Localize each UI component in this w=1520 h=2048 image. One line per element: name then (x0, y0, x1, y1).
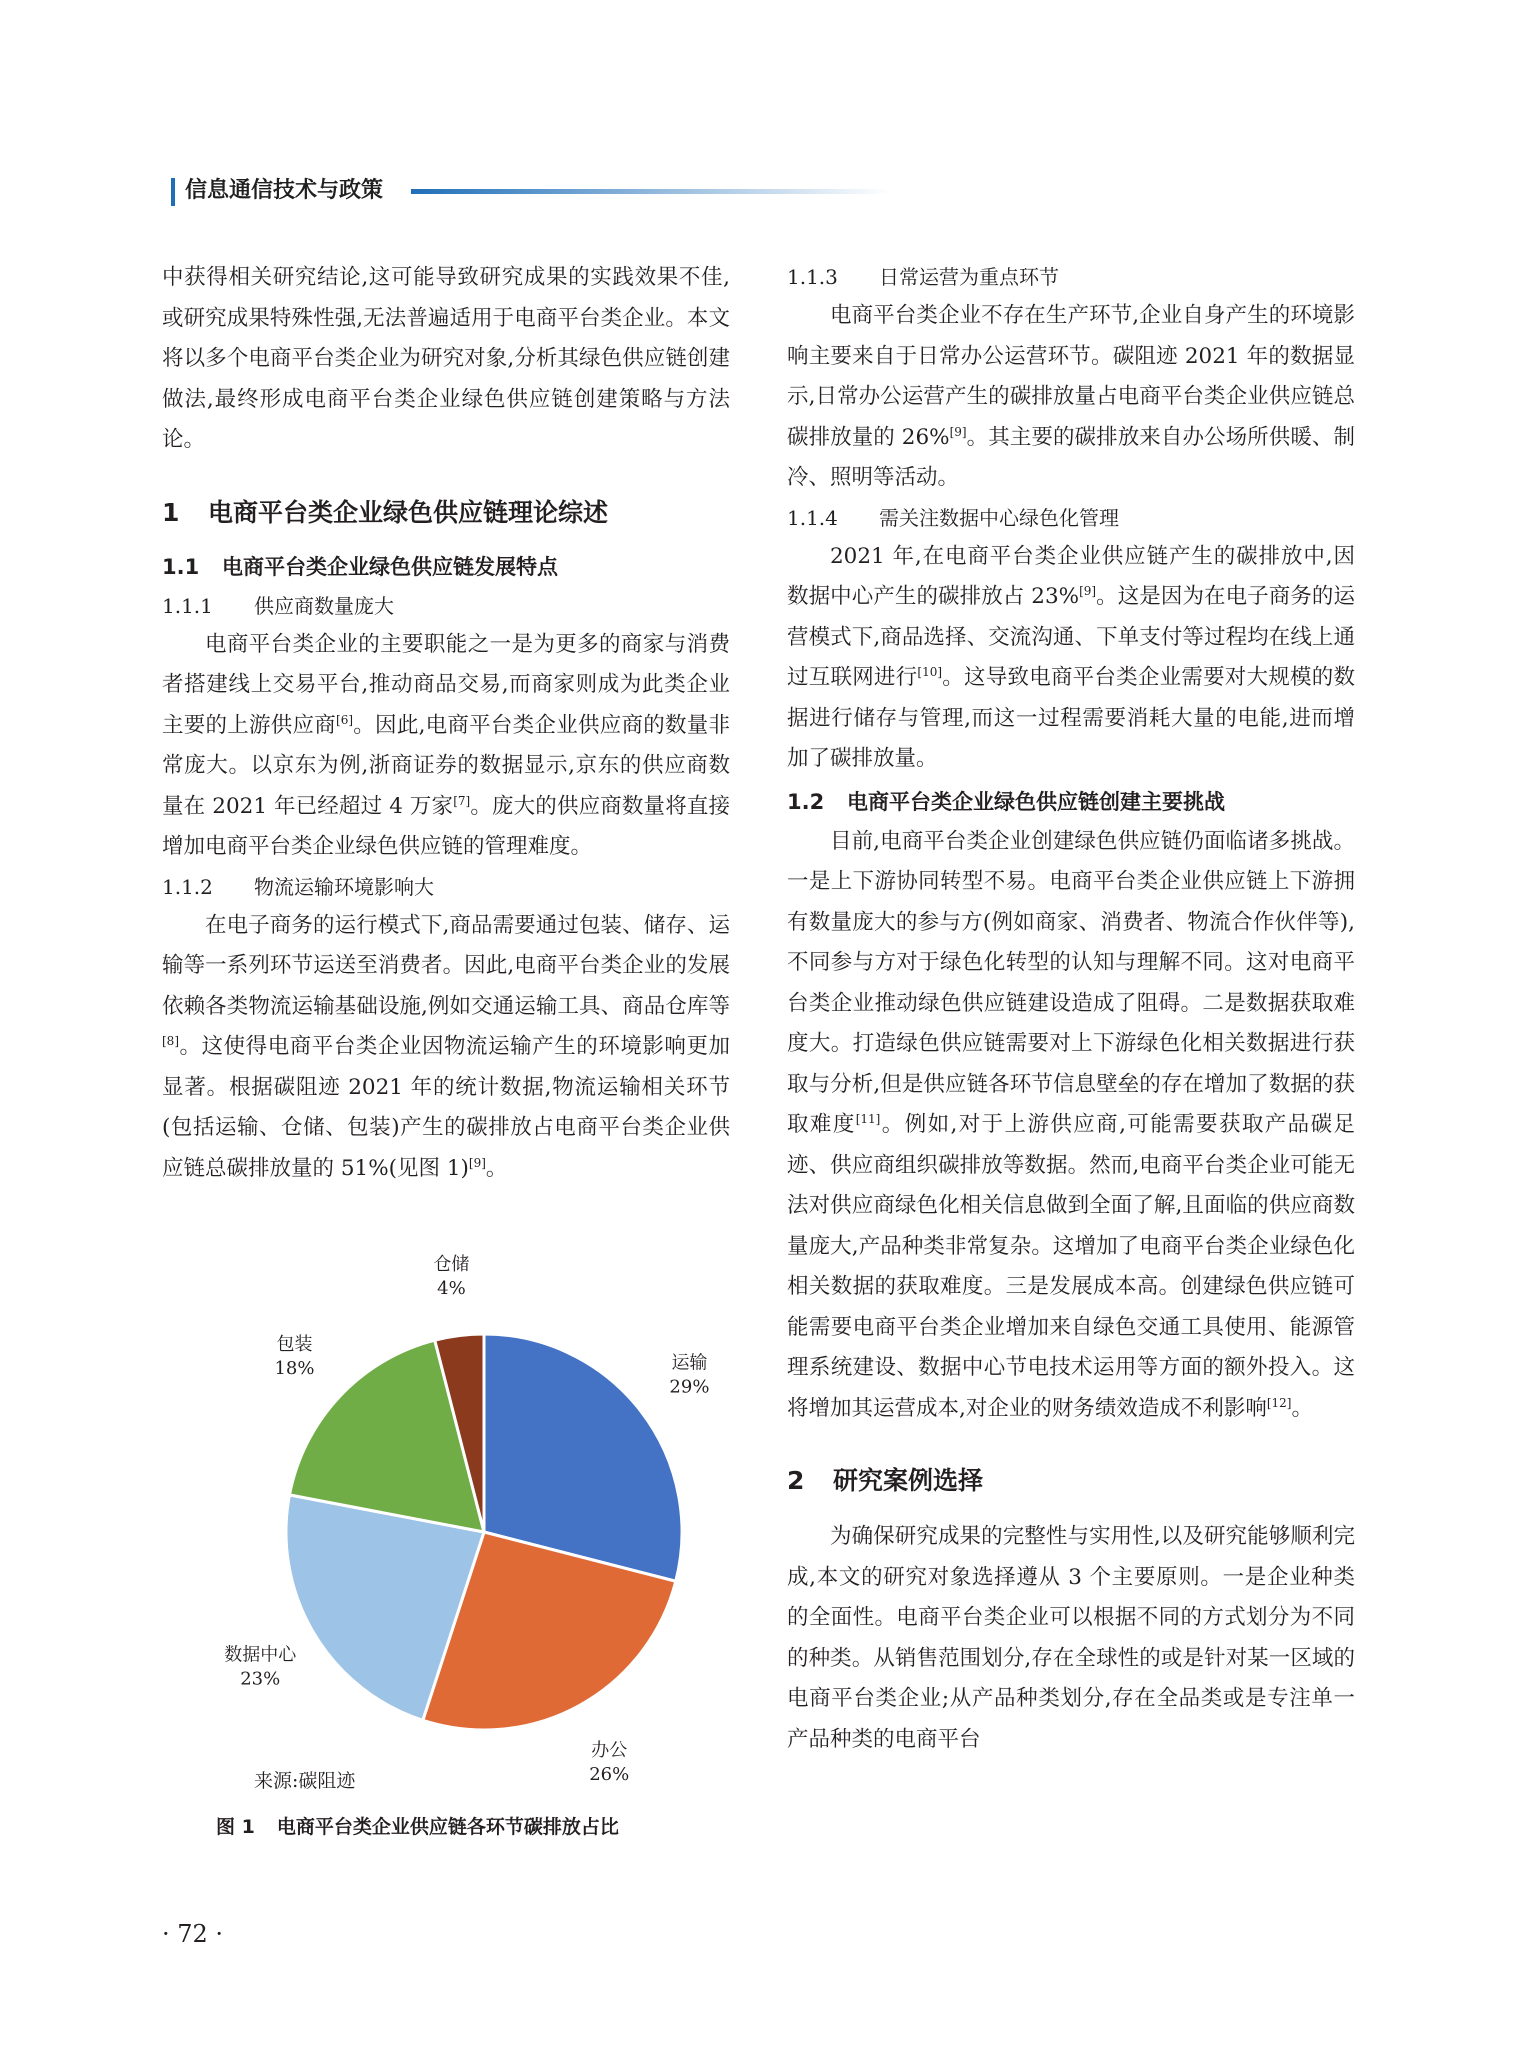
section-number: 1.1.2 (162, 874, 213, 899)
pie-value-label: 4% (437, 1278, 466, 1300)
paragraph-1-2: 目前,电商平台类企业创建绿色供应链仍面临诸多挑战。一是上下游协同转型不易。电商平台类企业供应链上下游拥有数量庞大的参与方(例如商家、消费者、物流合作伙伴等),不同参与方对于绿色化转型的认知与理解不同。这对电商平台类企业推动绿色供应链建设造成了阻碍。二是数据获取难度大。打造绿色供应链需要对上下游绿色化相关数据进行获取与分析,但是供应链各环节信息壁垒的存在增加了数据的获取难度[11]。例如,对于上游供应商,可能需要获取产品碳足迹、供应商组织碳排放等数据。然而,电商平台类企业可能无法对供应商绿色化相关信息做到全面了解,且面临的供应商数量庞大,产品种类非常复杂。这增加了电商平台类企业绿色化相关数据的获取难度。三是发展成本高。创建绿色供应链可能需要电商平台类企业增加来自绿色交通工具使用、能源管理系统建设、数据中心节电技术运用等方面的额外投入。这将增加其运营成本,对企业的财务绩效造成不利影响[12]。 (787, 828, 1355, 1421)
section-title: 物流运输环境影响大 (254, 874, 434, 899)
citation: [9] (949, 424, 967, 439)
pie-category-label: 运输 (671, 1352, 708, 1374)
section-number: 1.1.4 (787, 505, 838, 530)
pie-category-label: 数据中心 (224, 1644, 297, 1666)
journal-title: 信息通信技术与政策 (185, 178, 384, 203)
pie-value-label: 26% (589, 1763, 630, 1785)
section-number: 1.1.3 (787, 265, 838, 289)
section-number: 2 (787, 1466, 805, 1495)
section-1-1-3-heading (787, 258, 1355, 296)
section-1-1-heading (162, 549, 730, 585)
right-column (787, 258, 1355, 1760)
section-number: 1.1.1 (162, 593, 213, 618)
pie-label-数据中心 (224, 1644, 297, 1689)
section-title: 日常运营为重点环节 (879, 265, 1059, 289)
citation: [9] (1079, 584, 1097, 598)
section-title: 电商平台类企业绿色供应链理论综述 (208, 497, 609, 527)
citation: [11] (855, 1112, 881, 1126)
page-number: · 72 · (162, 1920, 224, 1948)
figure-caption (216, 1812, 619, 1839)
section-1-2-heading (787, 784, 1355, 820)
citation: [7] (453, 793, 471, 808)
section-number: 1.2 (787, 789, 825, 814)
citation: [10] (917, 665, 943, 679)
section-2-heading (787, 1463, 1355, 1499)
pie-label-包装 (274, 1334, 314, 1379)
intro-paragraph: 中获得相关研究结论,这可能导致研究成果的实践效果不佳,或研究成果特殊性强,无法普遍适用于电商平台类企业。本文将以多个电商平台类企业为研究对象,分析其绿色供应链创建做法,最终形成电商平台类企业绿色供应链创建策略与方法论。 (162, 265, 730, 452)
pie-category-label: 包装 (276, 1334, 313, 1356)
figure-caption-text: 电商平台类企业供应链各环节碳排放占比 (276, 1816, 619, 1838)
citation: [6] (336, 712, 354, 727)
header-accent-bar (171, 178, 175, 206)
section-1-1-2-heading (162, 868, 730, 906)
pie-value-label: 23% (240, 1668, 281, 1690)
left-column (162, 258, 730, 1189)
citation: [8] (162, 1034, 179, 1048)
pie-category-label: 办公 (591, 1739, 628, 1761)
pie-label-办公 (589, 1740, 629, 1785)
section-title: 供应商数量庞大 (254, 593, 394, 618)
header-gradient-line (411, 189, 891, 194)
section-number: 1 (162, 497, 180, 527)
paragraph-1-1-3: 电商平台类企业不存在生产环节,企业自身产生的环境影响主要来自于日常办公运营环节。碳阻迹 2021 年的数据显示,日常办公运营产生的碳排放量占电商平台类企业供应链总碳排放量的 26%[9]。其主要的碳排放来自办公场所供暖、制冷、照明等活动。 (787, 303, 1355, 490)
citation: [12] (1266, 1395, 1292, 1410)
section-1-1-4-heading (787, 499, 1355, 537)
figure-1 (162, 1254, 730, 1850)
pie-value-label: 29% (669, 1376, 710, 1398)
figure-number: 图 1 (216, 1816, 255, 1838)
paragraph-1-1-2: 在电子商务的运行模式下,商品需要通过包装、储存、运输等一系列环节运送至消费者。因此,电商平台类企业的发展依赖各类物流运输基础设施,例如交通运输工具、商品仓库等[8]。这使得电商平台类企业因物流运输产生的环境影响更加显著。根据碳阻迹 2021 年的统计数据,物流运输相关环节(包括运输、仓储、包装)产生的碳排放占电商平台类企业供应链总碳排放量的 51%(见图 1)[9]。 (162, 912, 730, 1181)
section-title: 电商平台类企业绿色供应链创建主要挑战 (847, 789, 1225, 814)
paragraph-1-1-1: 电商平台类企业的主要职能之一是为更多的商家与消费者搭建线上交易平台,推动商品交易,而商家则成为此类企业主要的上游供应商[6]。因此,电商平台类企业供应商的数量非常庞大。以京东为例,浙商证券的数据显示,京东的供应商数量在 2021 年已经超过 4 万家[7]。庞大的供应商数量将直接增加电商平台类企业绿色供应链的管理难度。 (162, 631, 730, 859)
pie-value-label: 18% (274, 1358, 315, 1380)
section-title: 需关注数据中心绿色化管理 (879, 505, 1119, 530)
section-number: 1.1 (162, 554, 200, 579)
section-title: 研究案例选择 (833, 1466, 984, 1495)
citation: [9] (468, 1155, 486, 1170)
section-1-1-1-heading (162, 587, 730, 625)
paragraph-2: 为确保研究成果的完整性与实用性,以及研究能够顺利完成,本文的研究对象选择遵从 3 个主要原则。一是企业种类的全面性。电商平台类企业可以根据不同的方式划分为不同的种类。从销售范围划分,存在全球性的或是针对某一区域的电商平台类企业;从产品种类划分,存在全品类或是专注单一产品种类的电商平台 (787, 1524, 1355, 1752)
section-1-heading (162, 495, 730, 531)
paragraph-1-1-4: 2021 年,在电商平台类企业供应链产生的碳排放中,因数据中心产生的碳排放占 23%[9]。这是因为在电子商务的运营模式下,商品选择、交流沟通、下单支付等过程均在线上通过互联网进行[10]。这导致电商平台类企业需要对大规模的数据进行储存与管理,而这一过程需要消耗大量的电能,进而增加了碳排放量。 (787, 543, 1355, 771)
pie-category-label: 仓储 (433, 1254, 470, 1276)
pie-label-仓储 (433, 1254, 469, 1299)
section-title: 电商平台类企业绿色供应链发展特点 (222, 554, 558, 579)
figure-source: 来源:碳阻迹 (254, 1770, 356, 1792)
pie-label-运输 (669, 1353, 709, 1398)
